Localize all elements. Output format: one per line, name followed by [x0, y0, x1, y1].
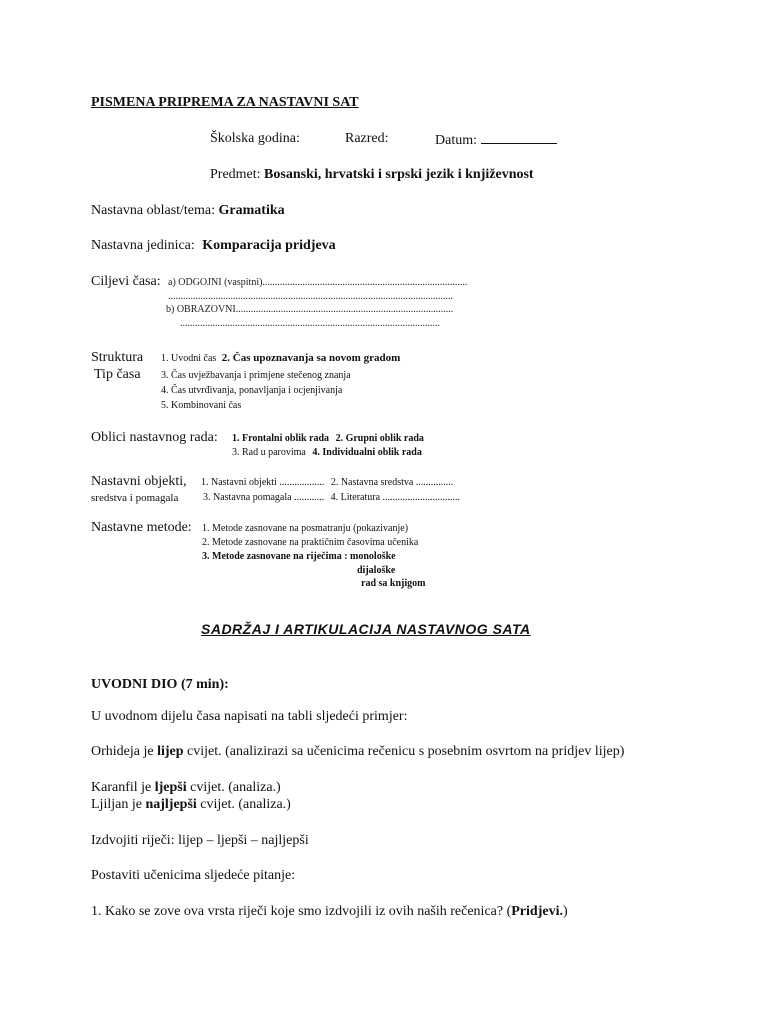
- forms-line-2: [232, 447, 422, 458]
- p3-pre: Karanfil je: [91, 780, 152, 795]
- object-2: 2. Nastavna sredstva ...............: [330, 477, 454, 488]
- school-year-label: Školska godina:: [210, 131, 300, 146]
- methods-label: Nastavne metode:: [91, 520, 192, 535]
- forms-line-1: [232, 433, 424, 444]
- structure-item-1: [161, 352, 400, 364]
- paragraph-6: Postaviti učenicima sljedeće pitanje:: [91, 868, 296, 883]
- method-3: 3. Metode zasnovane na riječima : monološke: [202, 551, 396, 562]
- unit-row: [91, 238, 336, 254]
- p7-bold: Pridjevi.: [511, 904, 563, 919]
- date-blank-line: [481, 131, 557, 144]
- p7-pre: 1. Kako se zove ova vrsta riječi koje smo izdvojili iz ovih naših rečenica? (: [91, 904, 512, 919]
- form-frontal: 1. Frontalni oblik rada: [232, 433, 330, 444]
- paragraph-3: [91, 780, 281, 796]
- form-pairs: 3. Rad u parovima: [232, 447, 306, 458]
- subject-label: Predmet:: [210, 167, 261, 182]
- method-3-book: rad sa knjigom: [361, 578, 426, 589]
- goals-b: b) OBRAZOVNI.......................................................................................: [166, 304, 454, 315]
- goals-b-line2: ........................................................................................................: [180, 318, 440, 329]
- p7-post: ): [562, 904, 568, 919]
- unit-label: Nastavna jedinica:: [91, 238, 195, 253]
- objects-label: Nastavni objekti,: [91, 474, 187, 489]
- method-1: 1. Metode zasnovane na posmatranju (pokazivanje): [202, 523, 409, 534]
- date-field: [435, 131, 557, 149]
- form-group: 2. Grupni oblik rada: [335, 433, 424, 444]
- object-1: 1. Nastavni objekti ..................: [201, 477, 325, 488]
- structure-item-4: 4. Čas utvrđivanja, ponavljanja i ocjenjivanja: [161, 385, 343, 396]
- p3-post: cvijet. (analiza.): [190, 780, 281, 795]
- structure-item-1-text: 1. Uvodni čas: [161, 353, 217, 364]
- structure-item-2-text: 2. Čas upoznavanja sa novom gradom: [221, 352, 401, 364]
- subject-row: [210, 167, 534, 183]
- area-label: Nastavna oblast/tema:: [91, 203, 216, 218]
- paragraph-2: [91, 744, 624, 760]
- method-3-dialogic: dijaloške: [357, 565, 396, 576]
- paragraph-4: [91, 797, 291, 813]
- p2-bold: lijep: [157, 744, 184, 759]
- structure-item-3: 3. Čas uvježbavanja i primjene stečenog znanja: [161, 370, 351, 381]
- intro-heading: UVODNI DIO (7 min):: [91, 677, 229, 692]
- structure-item-5: 5. Kombinovani čas: [161, 400, 242, 411]
- date-label: Datum:: [435, 133, 477, 148]
- paragraph-5: Izdvojiti riječi: lijep – ljepši – najljepši: [91, 833, 309, 848]
- paragraph-7: [91, 904, 568, 920]
- object-4: 4. Literatura ...............................: [330, 492, 461, 503]
- subject-value: Bosanski, hrvatski i srpski jezik i književnost: [264, 167, 534, 182]
- p4-pre: Ljiljan je: [91, 797, 142, 812]
- p2-post: cvijet. (analizirazi sa učenicima rečenicu s posebnim osvrtom na pridjev lijep): [187, 744, 625, 759]
- goals-label: Ciljevi časa:: [91, 274, 161, 289]
- p2-pre: Orhideja je: [91, 744, 154, 759]
- objects-label-2: sredstva i pomagala: [91, 492, 179, 504]
- goals-a: a) ODGOJNI (vaspitni)..................................................................................: [168, 277, 468, 288]
- form-individual: 4. Individualni oblik rada: [312, 447, 422, 458]
- objects-line-2: [203, 492, 460, 503]
- document-title: PISMENA PRIPREMA ZA NASTAVNI SAT: [91, 95, 359, 110]
- p4-post: cvijet. (analiza.): [200, 797, 291, 812]
- structure-label: Struktura: [91, 350, 144, 365]
- paragraph-1: U uvodnom dijelu časa napisati na tabli sljedeći primjer:: [91, 709, 408, 724]
- object-3: 3. Nastavna pomagala ............: [203, 492, 325, 503]
- forms-label: Oblici nastavnog rada:: [91, 430, 218, 445]
- area-value: Gramatika: [218, 203, 285, 218]
- class-label: Razred:: [345, 131, 389, 146]
- p4-bold: najljepši: [145, 797, 197, 812]
- goals-a-line2: ..................................................................................................................: [168, 291, 453, 302]
- type-label: Tip časa: [94, 367, 141, 382]
- unit-value: Komparacija pridjeva: [202, 238, 336, 253]
- method-2: 2. Metode zasnovane na praktičnim časovima učenika: [202, 537, 419, 548]
- p3-bold: ljepši: [154, 780, 187, 795]
- section-title: SADRŽAJ I ARTIKULACIJA NASTAVNOG SATA: [201, 621, 531, 637]
- area-row: [91, 203, 285, 219]
- objects-line-1: [201, 477, 453, 488]
